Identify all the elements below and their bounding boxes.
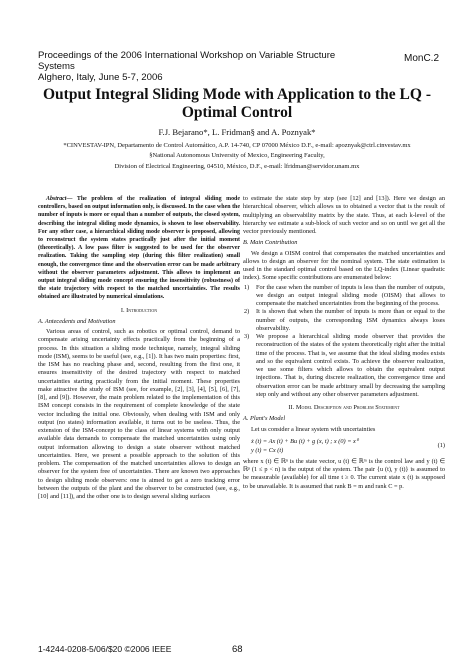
list-item-number: 1) <box>244 283 250 291</box>
proceedings-header <box>38 50 368 83</box>
contribution-paragraph: We design a OISM control that compensates the matched uncertainties and allows to design an observer for the nominal system. The state estimation is used in the standard optimal control based on the LQ-index (Linear quadratic index). Some specific contributions are enumerated below: <box>243 249 445 282</box>
left-column <box>38 195 240 501</box>
list-item-text: It is shown that when the number of inputs is more than or equal to the number of outputs, the corresponding ISM dynamics always loses observability. <box>256 308 445 332</box>
paper-authors: F.J. Bejarano*, L. Fridman§ and A. Poznyak* <box>158 127 316 137</box>
list-item-text: For the case when the number of inputs is less than the number of outputs, we design an output integral sliding mode (OISM) that allows to compensate the matched uncertainties from the beginning of the process. <box>256 283 445 307</box>
abstract-text: The problem of the realization of integral sliding mode controllers, based on output information only, is discussed. In the case when the number of inputs is more or equal than a number of outputs, the closed system, describing the integral sliding mode dynamics, is shown to lose observability. For any other case, a hierarchical sliding mode observer is proposed, allowing to reconstruct the system states practically just after the initial moment (theoretically). A low pass filter is suggested to be used for the observer realization. Taking the sampling step (during this filter realization) small enough, the convergence time and the observation error can be made arbitrary without the observer parameters adjustment. This allows to implement an output integral sliding mode concept ensuring the insensitivity (robustness) of the state trajectory with respect to the matched uncertainties. The results obtained are illustrated by numerical simulations. <box>38 196 240 301</box>
list-item <box>243 333 445 399</box>
affiliations <box>24 141 450 172</box>
list-item-number: 3) <box>244 333 250 340</box>
list-item <box>243 284 445 309</box>
isbn-footer: 1-4244-0208-5/06/$20 ©2006 IEEE <box>38 644 172 654</box>
abstract <box>38 195 240 302</box>
list-item <box>243 308 445 333</box>
plant-intro-paragraph: Let us consider a linear system with uncertainties <box>251 425 376 433</box>
paper-title: Output Integral Sliding Mode with Application to the LQ - Optimal Control <box>43 86 431 121</box>
abstract-lead: Abstract— <box>46 196 73 202</box>
equation-line-state: ẋ (t) = Ax (t) + Bu (t) + g (x, t) ; x (0) = x⁰ <box>251 437 359 445</box>
subsection-plant-model: A. Plant's Model <box>243 415 286 423</box>
list-item-number: 2) <box>244 308 250 316</box>
affiliation-1: *CINVESTAV-IPN, Departamento de Control Automático, A.P. 14-740, CP 07000 México D.F., e-mail: apoznyak@ctrl.cinvestav.mx <box>63 142 411 149</box>
subsection-antecedents: A. Antecedents and Motivation <box>38 317 116 325</box>
proceedings-line-2: Alghero, Italy, June 5-7, 2006 <box>38 72 163 83</box>
equation-1 <box>243 437 445 455</box>
contribution-list <box>243 284 445 400</box>
paper-id: MonC.2 <box>404 53 440 64</box>
proceedings-line-1: Proceedings of the 2006 International Workshop on Variable Structure Systems <box>38 50 336 72</box>
equation-number: (1) <box>437 441 445 449</box>
affiliation-3: Division of Electrical Engineering, 04510, México, D.F., e-mail: lfridman@servidor.unam.mx <box>114 162 360 170</box>
list-item-text: We propose a hierarchical sliding mode observer that provides the reconstruction of the states of the system theoretically right after the initial time of the process. That is, we assume that the ideal sliding modes exists and so the equivalent control exists. To achieve the observer realization, we use some filters which allows to obtain the equivalent output injections. That is, during discrete realization, the convergence time and observation error can be made arbitrary small by decreasing the sampling step only and without any other observer parameters adjustment. <box>256 333 445 398</box>
affiliation-2: §National Autonomous University of Mexico, Engineering Faculty, <box>149 152 325 160</box>
right-column <box>243 195 445 491</box>
intro-paragraph: Various areas of control, such as robotics or optimal control, demand to compensate arising uncertainty effects practically from the beginning of a process. In this situation a sliding mode technique, namely, integral sliding mode (ISM), seems to be useful (see, e.g., [1]). It has two main properties: first, the ISM has no reaching phase and, second, resulting from the first one, it ensures insensitivity of the desired trajectory with respect to matched uncertainties starting practically from the initial moment. These properties make attractive the study of ISM (see, for example, [2], [3], [4], [5], [6], [7], [8], and [9]). However, the main problem related to the implementation of this ISM concept consists in the requirement of complete knowledge of the state vector including the initial one. Obviously, when dealing with ISM and only output (no states) information available, it turns out to be useless. Thus, the extension of the ISM-concept to the class of linear systems with only output available data demands to compensate the matched uncertainties using only output information allowing to design a state observer without matched uncertainties. Here, we present a possible approach to the solution of this problem. The compensation of the matched uncertainties allows to design an observer for the system free of uncertainties. There are known two approaches to design sliding mode observers: one is aimed to get a zero tracking error between the outputs of the plant and the observer to be constructed (see, e.g., [10] and [11]), and the other one is to design several sliding surfaces <box>38 328 240 501</box>
page-number: 68 <box>232 644 243 655</box>
section-1-heading: I. Introduction <box>120 306 158 314</box>
intro-continued-paragraph: to estimate the state step by step (see [12] and [13]). Here we design an hierarchical observer, which allows us to obtained a vector that is the result of multiplying an observability matrix by the state. Thus, at each k-level of the hierarchy we estimate a sub-block of such vector and so on until we get all the vector previously mentioned. <box>243 195 445 235</box>
plant-description-paragraph: where x (t) ∈ ℝⁿ is the state vector, u (t) ∈ ℝᵐ is the control law and y (t) ∈ ℝᵖ (1 ≤ p < n) is the output of the system. The pair {u (t), y (t)} is assumed to be measurable (available) for all time t ≥ 0. The current state x (t) is supposed to be unavailable. It is assumed that rank B = m and rank C = p. <box>243 457 445 490</box>
equation-line-output: y (t) = Cx (t) <box>251 446 284 454</box>
subsection-main-contribution: B. Main Contribution <box>243 239 298 247</box>
section-2-heading: II. Model Description and Problem Statement <box>288 404 400 411</box>
